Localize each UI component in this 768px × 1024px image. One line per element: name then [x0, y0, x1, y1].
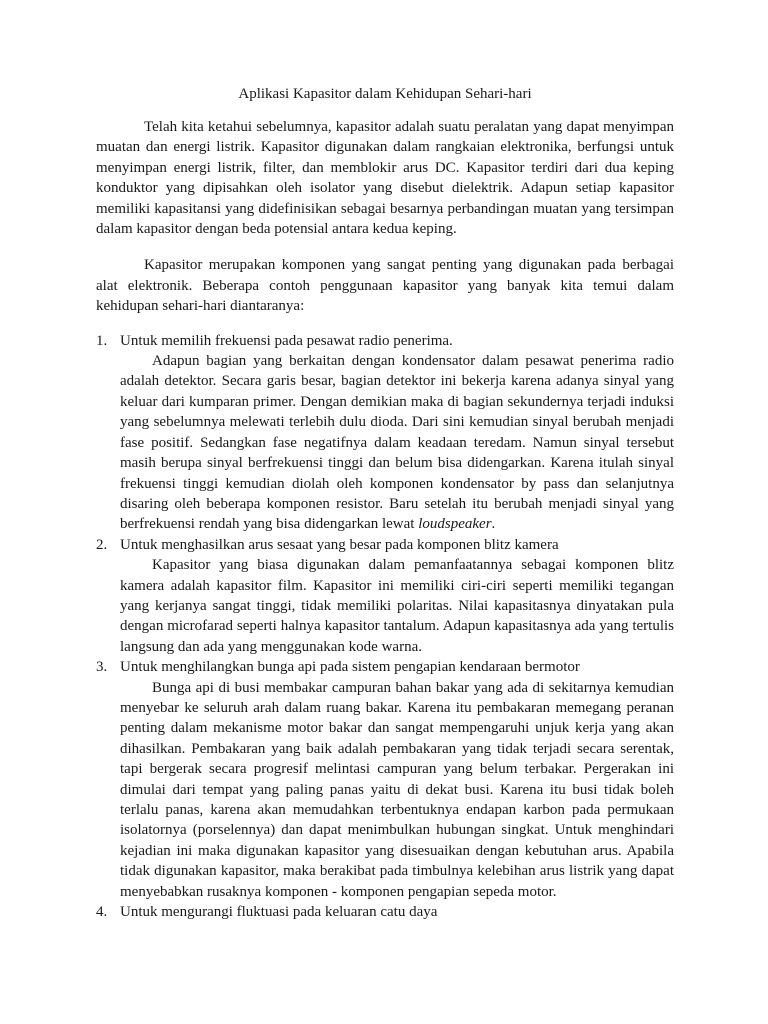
- document-content: [96, 84, 674, 922]
- list-item-body: Bunga api di busi membakar campuran bahan bakar yang ada di sekitarnya kemudian menyebar ke seluruh arah dalam ruang bakar. Karena itu pembakaran memegang peranan penting dalam mekanisme motor bakar dan sangat mempengaruhi unjuk kerja yang akan dihasilkan. Pembakaran yang baik adalah pembakaran yang tidak terjadi secara serentak, tapi bergerak secara progresif melintasi campuran yang belum terbakar. Pergerakan ini dimulai dari tempat yang paling panas yaitu di dekat busi. Karena itu busi tidak boleh terlalu panas, karena akan memudahkan terbentuknya endapan karbon pada permukaan isolatornya (porselennya) dan dapat menimbulkan hubungan singkat. Untuk menghindari kejadian ini maka digunakan kapasitor yang disesuaikan dengan kebutuhan arus. Apabila tidak digunakan kapasitor, maka berakibat pada timbulnya kelebihan arus listrik yang dapat menyebabkan rusaknya komponen - komponen pengapian sepeda motor.: [120, 679, 674, 900]
- application-list: [96, 331, 674, 923]
- list-item-body-emphasis: loudspeaker: [418, 516, 492, 533]
- list-item-body-text: Adapun bagian yang berkaitan dengan kondensator dalam pesawat penerima radio adalah detektor. Secara garis besar, bagian detektor ini bekerja karena adanya sinyal yang keluar dari kumparan primer. Dengan demikian maka di bagian sekundernya terjadi induksi yang sebelumnya melewati terlebih dulu dioda. Dari sini kemudian sinyal berubah menjadi fase positif. Sedangkan fase negatifnya dalam keadaan teredam. Namun sinyal tersebut masih berupa sinyal berfrekuensi tinggi dan belum bisa didengarkan. Karena itulah sinyal frekuensi tinggi kemudian diolah oleh komponen kondensator by pass dan selanjutnya disaring oleh beberapa komponen resistor. Baru setelah itu berubah menjadi sinyal yang berfrekuensi rendah yang bisa didengarkan lewat: [120, 353, 674, 533]
- list-item-number: 3.: [96, 659, 108, 676]
- list-item-heading: Untuk menghasilkan arus sesaat yang besar pada komponen blitz kamera: [120, 536, 559, 553]
- list-item-body-end: .: [491, 516, 496, 533]
- list-item-heading: Untuk menghilangkan bunga api pada sistem pengapian kendaraan bermotor: [120, 659, 580, 676]
- document-title: Aplikasi Kapasitor dalam Kehidupan Sehari-hari: [238, 86, 532, 102]
- list-item-body: Kapasitor yang biasa digunakan dalam pemanfaatannya sebagai komponen blitz kamera adalah kapasitor film. Kapasitor ini memiliki ciri-ciri seperti memiliki tegangan yang kerjanya sangat tinggi, tidak memiliki polaritas. Nilai kapasitasnya dinyatakan pula dengan microfarad seperti halnya kapasitor tantalum. Adapun kapasitasnya ada yang tertulis langsung dan ada yang menggunakan kode warna.: [120, 557, 674, 655]
- list-item: [96, 657, 674, 902]
- list-item-body: [120, 351, 674, 535]
- intro-paragraph: Telah kita ketahui sebelumnya, kapasitor adalah suatu peralatan yang dapat menyimpan muatan dan energi listrik. Kapasitor digunakan dalam rangkaian elektronika, berfungsi untuk menyimpan energi listrik, filter, dan memblokir arus DC. Kapasitor terdiri dari dua keping konduktor yang dipisahkan oleh isolator yang disebut dielektrik. Adapun setiap kapasitor memiliki kapasitansi yang didefinisikan sebagai besarnya perbandingan muatan yang tersimpan dalam kapasitor dengan beda potensial antara kedua keping.: [96, 119, 674, 238]
- list-item-number: 1.: [96, 332, 108, 349]
- list-item-number: 4.: [96, 904, 108, 921]
- list-item: [96, 331, 674, 535]
- list-item: [96, 902, 674, 922]
- list-item-heading: Untuk mengurangi fluktuasi pada keluaran catu daya: [120, 904, 438, 921]
- list-item-heading: Untuk memilih frekuensi pada pesawat radio penerima.: [120, 332, 453, 349]
- list-item-number: 2.: [96, 536, 108, 553]
- examples-intro-paragraph: Kapasitor merupakan komponen yang sangat penting yang digunakan pada berbagai alat elektronik. Beberapa contoh penggunaan kapasitor yang banyak kita temui dalam kehidupan sehari-hari diantaranya:: [96, 257, 674, 315]
- list-item: [96, 535, 674, 657]
